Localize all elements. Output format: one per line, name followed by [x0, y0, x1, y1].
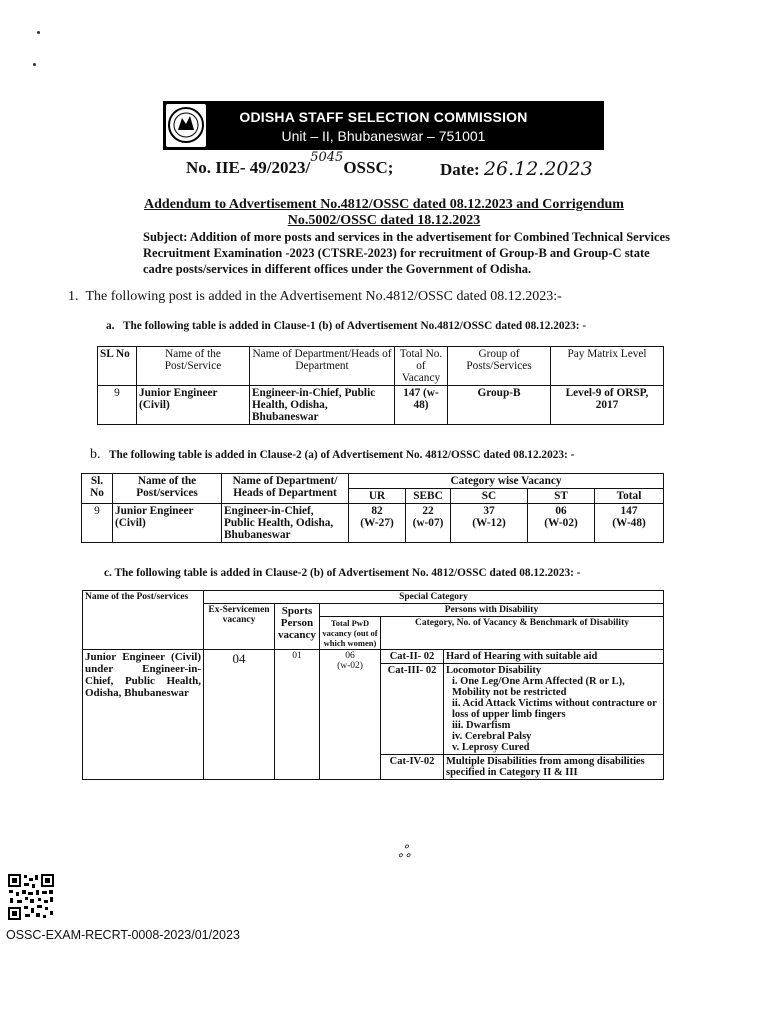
cell-cat-code: Cat-IV-02	[381, 755, 444, 780]
section-c-heading: c. The following table is added in Clause-2 (b) of Advertisement No. 4812/OSSC dated 08.12.2023: -	[104, 567, 581, 579]
cell-cat-desc: Locomotor Disability i. One Leg/One Arm Affected (R or L), Mobility not be restricted ii. Acid Attack Victims without contracture or loss of upper limb fingers iii. Dwarfism iv. Cerebral Palsy v. Leprosy Cured	[444, 664, 664, 755]
org-address: Unit – II, Bhubaneswar – 751001	[281, 128, 486, 144]
cell-department: Engineer-in-Chief, Public Health, Odisha, Bhubaneswar	[250, 386, 395, 425]
addendum-title: Addendum to Advertisement No.4812/OSSC dated 08.12.2023 and Corrigendum No.5002/OSSC dated 18.12.2023	[144, 197, 624, 228]
table-post-added	[97, 346, 664, 425]
header-sl: Sl. No	[82, 474, 113, 504]
table-header-row	[82, 474, 664, 489]
cell-post: Junior Engineer (Civil)	[113, 504, 222, 543]
cell-cat-code: Cat-III- 02	[381, 664, 444, 755]
cell-sc: 37 (W-12)	[451, 504, 528, 543]
scan-dot	[37, 31, 40, 34]
header-group: Group of Posts/Services	[448, 347, 551, 386]
header-sebc: SEBC	[406, 489, 451, 504]
table-header-row	[83, 591, 664, 604]
header-post: Name of the Post/services	[113, 474, 222, 504]
header-post: Name of the Post/services	[83, 591, 204, 650]
header-st: ST	[528, 489, 595, 504]
header-pay-matrix: Pay Matrix Level	[551, 347, 664, 386]
cell-ur: 82 (W-27)	[349, 504, 406, 543]
cell-group: Group-B	[448, 386, 551, 425]
header-category-desc: Category, No. of Vacancy & Benchmark of Disability	[381, 617, 664, 650]
list-item: i. One Leg/One Arm Affected (R or L), Mobility not be restricted	[452, 676, 625, 698]
section-b-heading: b. The following table is added in Clause-2 (a) of Advertisement No. 4812/OSSC dated 08.12.2023: -	[90, 447, 575, 462]
header-sl-no: SL No	[98, 347, 137, 386]
qr-code-icon	[7, 873, 55, 921]
cell-department: Engineer-in-Chief, Public Health, Odisha, Bhubaneswar	[222, 504, 349, 543]
document-code: OSSC-EXAM-RECRT-0008-2023/01/2023	[6, 928, 240, 942]
header-special-category: Special Category	[204, 591, 664, 604]
cell-sports: 01	[275, 650, 320, 780]
header-sc: SC	[451, 489, 528, 504]
header-pwd: Persons with Disability	[320, 604, 664, 617]
cell-vacancy: 147 (w-48)	[395, 386, 448, 425]
header-ex-servicemen: Ex-Servicemen vacancy	[204, 604, 275, 650]
handwritten-number: 5045	[310, 150, 344, 165]
list-item: iv. Cerebral Palsy	[452, 731, 532, 742]
header-total-vacancy: Total No. of Vacancy	[395, 347, 448, 386]
point-1: 1. The following post is added in the Advertisement No.4812/OSSC dated 08.12.2023:-	[68, 289, 562, 304]
table-row	[82, 504, 664, 543]
section-a-heading: a. The following table is added in Clause-1 (b) of Advertisement No.4812/OSSC dated 08.12.2023: -	[106, 320, 587, 332]
header-department: Name of Department/ Heads of Department	[222, 474, 349, 504]
org-name: ODISHA STAFF SELECTION COMMISSION	[239, 109, 528, 125]
header-total-pwd: Total PwD vacancy (out of which women)	[320, 617, 381, 650]
table-category-vacancy	[81, 473, 664, 543]
cell-sebc: 22 (w-07)	[406, 504, 451, 543]
header-post: Name of the Post/Service	[137, 347, 250, 386]
cell-total-pwd: 06 (w-02)	[320, 650, 381, 780]
list-item: iii. Dwarfism	[452, 720, 511, 731]
list-item: v. Leprosy Cured	[452, 742, 530, 753]
cell-cat-desc: Hard of Hearing with suitable aid	[444, 650, 664, 664]
list-item: ii. Acid Attack Victims without contracture or loss of upper limb fingers	[452, 698, 657, 720]
reference-date: Date: 26.12.2023	[440, 158, 593, 180]
scan-dot	[33, 63, 36, 66]
header-category-vacancy: Category wise Vacancy	[349, 474, 664, 489]
reference-number: No. IIE- 49/2023/$^{5045}$OSSC;	[186, 150, 394, 177]
cell-post: Junior Engineer (Civil)	[137, 386, 250, 425]
cell-total: 147 (W-48)	[595, 504, 664, 543]
header-department: Name of Department/Heads of Department	[250, 347, 395, 386]
cell-st: 06 (W-02)	[528, 504, 595, 543]
commission-header	[163, 101, 604, 150]
table-special-category	[82, 590, 664, 780]
table-row	[83, 650, 664, 664]
cell-pay-matrix: Level-9 of ORSP, 2017	[551, 386, 664, 425]
cell-cat-desc: Multiple Disabilities from among disabilities specified in Category II & III	[444, 755, 664, 780]
disability-list	[446, 676, 661, 753]
handwritten-date: 26.12.2023	[483, 158, 593, 180]
header-ur: UR	[349, 489, 406, 504]
cell-sl: 9	[98, 386, 137, 425]
subject-text: Subject: Addition of more posts and services in the advertisement for Combined Technical Services Recruitment Examination -2023 (CTSRE-2023) for recruitment of Group-B and Group-C state cadre posts/services in different offices under the Government of Odisha.	[143, 230, 670, 276]
cell-ex-servicemen: 04	[204, 650, 275, 780]
cell-sl: 9	[82, 504, 113, 543]
signature: ஃ	[398, 842, 411, 861]
header-total: Total	[595, 489, 664, 504]
table-row	[98, 386, 664, 425]
cell-post: Junior Engineer (Civil) under Engineer-in-Chief, Public Health, Odisha, Bhubaneswar	[83, 650, 204, 780]
table-header-row	[98, 347, 664, 386]
cell-cat-code: Cat-II- 02	[381, 650, 444, 664]
header-sports-person: Sports Person vacancy	[275, 604, 320, 650]
